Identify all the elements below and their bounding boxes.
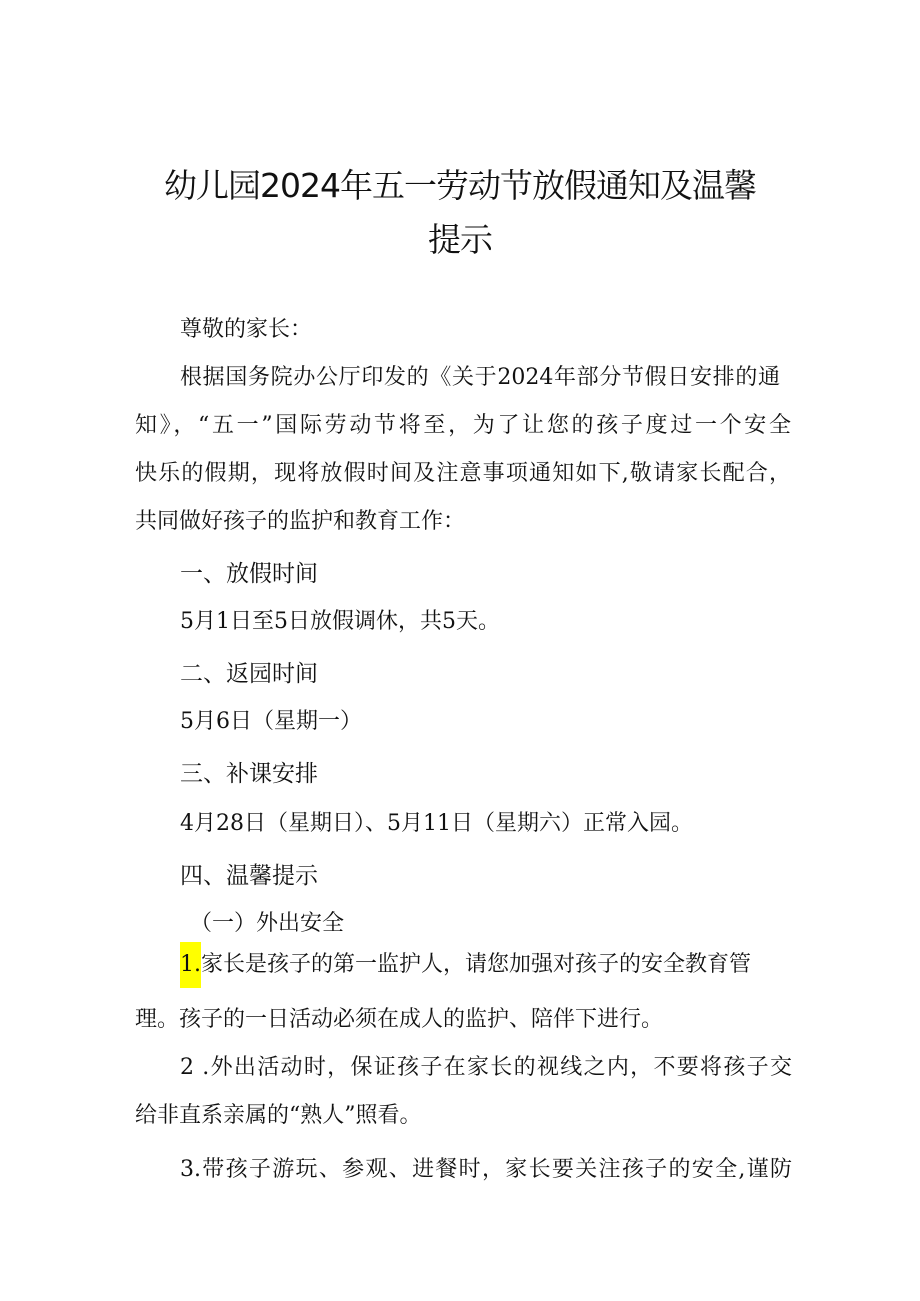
intro-line-3: 快乐的假期，现将放假时间及注意事项通知如下,敬请家长配合，	[135, 461, 791, 486]
item-2-line-2: 给非直系亲属的“熟人”照看。	[135, 1103, 422, 1128]
document-title-line-2: 提示	[428, 220, 492, 259]
item-1-line-1	[180, 942, 751, 988]
item-2-line-1: 2 .外出活动时，保证孩子在家长的视线之内，不要将孩子交	[180, 1055, 792, 1080]
section-heading-tips: 四、温馨提示	[180, 863, 318, 889]
section-text-return: 5月6日（星期一）	[180, 709, 362, 734]
section-text-holiday: 5月1日至5日放假调休，共5天。	[180, 609, 500, 634]
item-1-line-2: 理。孩子的一日活动必须在成人的监护、陪伴下进行。	[135, 1007, 664, 1032]
item-1-text: 家长是孩子的第一监护人，请您加强对孩子的安全教育管	[201, 952, 752, 977]
subsection-outdoor-safety: （一）外出安全	[190, 911, 345, 936]
section-heading-makeup: 三、补课安排	[180, 761, 318, 787]
section-text-makeup: 4月28日（星期日）、5月11日（星期六）正常入园。	[180, 811, 693, 836]
intro-line-2: 知》，“五一”国际劳动节将至，为了让您的孩子度过一个安全	[135, 413, 791, 438]
section-heading-return: 二、返园时间	[180, 661, 318, 687]
intro-line-4: 共同做好孩子的监护和教育工作：	[135, 509, 466, 534]
document-title-line-1: 幼儿园2024年五一劳动节放假通知及温馨	[164, 166, 756, 205]
highlight-mark: 1.	[180, 942, 201, 988]
intro-line-1: 根据国务院办公厅印发的《关于2024年部分节假日安排的通	[180, 365, 780, 390]
item-3-line-1: 3.带孩子游玩、参观、进餐时，家长要关注孩子的安全,谨防	[180, 1157, 792, 1182]
section-heading-holiday: 一、放假时间	[180, 561, 318, 587]
greeting: 尊敬的家长：	[180, 317, 313, 342]
